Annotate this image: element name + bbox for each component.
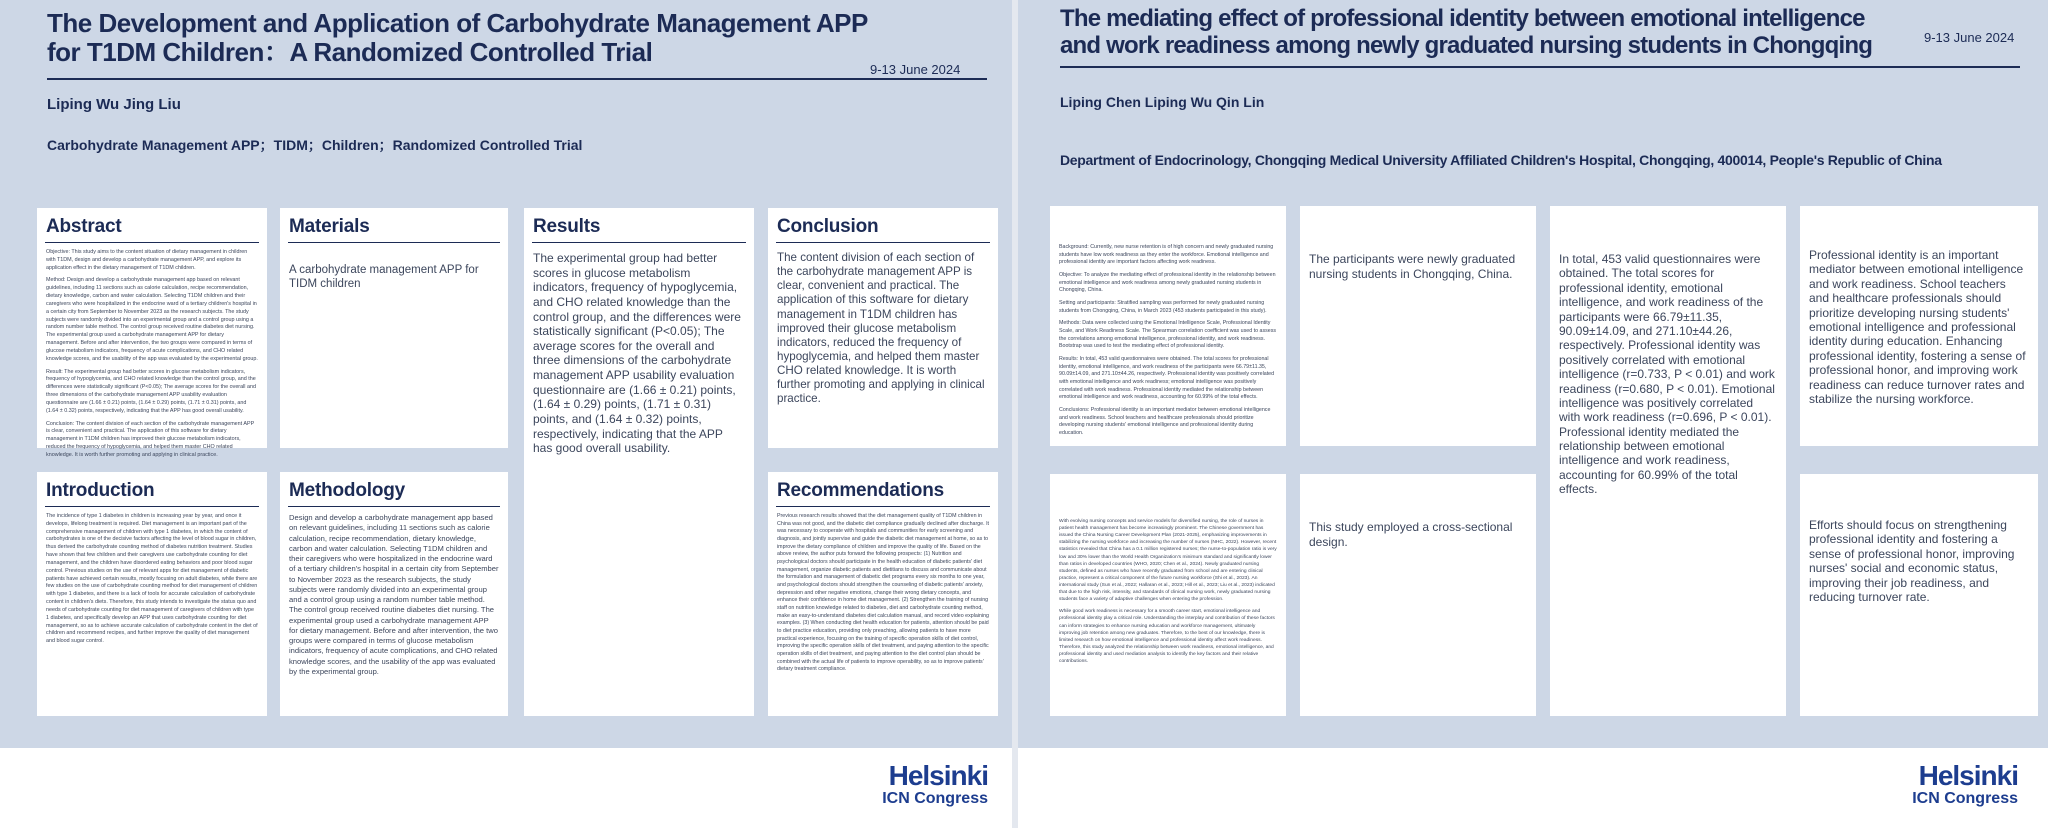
logo-line2: ICN Congress [1912,790,2018,807]
participants-body: The participants were newly graduated nursing students in Chongqing, China. [1309,252,1516,281]
results-body: The experimental group had better scores in glucose metabolism indicators, frequency of hypoglycemia, and CHO related knowledge than the control group, and the differences were statistically significant (P<0.05); The average scores for the overall and three dimensions of the carbohydrate management APP usability evaluation questionnaire are (1.66 ± 0.21) points, (1.64 ± 0.29) points, (1.71 ± 0.31) points, and (1.64 ± 0.32) points, respectively, indicating that the APP has good overall usability. [533,251,741,456]
abstract-heading: Abstract [46,216,122,237]
right-poster [1018,0,2048,828]
right-title-line2: and work readiness among newly graduated nursing students in Chongqing [1060,31,1873,59]
design-card [1300,474,1536,716]
right-background-paragraph: With evolving nursing concepts and service models for diversified nursing, the role of nurses in patient health management has become increasingly prominent. The Chinese government has issued the China Nursing Career Development Plan (2021-2025), emphasizing improvements in stabilizing the nursing workforce and increasing the number of nurses (NHC, 2022). However, recent statistics revealed that China has a 0.1 million registered nurses; the nurse-to-population ratio is very low and 30% lower than the World Health Organization's minimum standard and significantly lower than ratios in developed countries (WHO, 2020; Chen et al., 2024). Newly graduated nursing students, defined as nurses who have recently graduated from school and are entering clinical practice, represent a critical component of the future nursing workforce (Shi et al., 2023). An international study (Sun et al., 2022; Hallaran et al., 2023; Hill et al., 2023; Liu et al., 2023) indicated that due to the high risk, intensity, and standards of clinical nursing work, newly graduated nursing students face a variety of adaptive challenges when entering the profession. [1059,519,1277,603]
right-conclusion-card [1800,206,2038,446]
right-poster-authors: Liping Chen Liping Wu Qin Lin [1060,94,1265,110]
conclusion-card [768,208,998,448]
left-title-rule [47,78,987,80]
right-abstract-paragraph: Objective: To analyze the mediating effect of professional identity in the relationship between emotional intelligence and work readiness among newly graduated nursing students in Chongqing, China. [1059,272,1276,294]
right-results-body: In total, 453 valid questionnaires were obtained. The total scores for professional identity, emotional intelligence, and work readiness of the participants were 66.79±11.35, 90.09±14.09, and 271.10±44.26, respectively. Professional identity was positively correlated with emotional intelligence (r=0.733, P < 0.01) and work readiness (r=0.680, P < 0.01). Emotional intelligence was positively correlated with work readiness (r=0.696, P < 0.01). Professional identity mediated the relationship between emotional intelligence and work readiness, accounting for 60.99% of the total effects. [1559,252,1775,497]
right-abstract-paragraph: Setting and participants: Stratified sampling was performed for newly graduated nursing students from Chongqing, China, in March 2023 (453 students participated in this study). [1059,300,1267,314]
materials-card [280,208,508,448]
recommendations-card [768,472,998,716]
right-poster-date: 9-13 June 2024 [1924,30,2015,45]
right-conclusion-body: Professional identity is an important mediator between emotional intelligence and work readiness. School teachers and healthcare professionals should prioritize developing nursing students' emotional intelligence and professional identity during education. Enhancing professional identity, fostering a sense of professional honor, and improving work readiness can reduce turnover rates and stabilize the nursing workforce. [1809,248,2026,406]
right-poster-title [1060,6,1960,60]
right-background-body [1050,474,1286,676]
materials-heading: Materials [289,216,370,237]
recommendations-heading: Recommendations [777,480,944,501]
left-poster-date: 9-13 June 2024 [870,62,961,77]
introduction-body: The incidence of type 1 diabetes in children is increasing year by year, and once it develops, lifelong treatment is required. Diet management is an important part of the comprehensive management of children with type 1 diabetes, in which the content of carbohydrates is one of the decisive factors affecting the level of blood sugar in children, thus derived the carbohydrate counting method of diabetes nutrition treatment. Studies have shown that few children and their caregivers use carbohydrate counting for diet management, and the children have disordered eating behaviors and poor blood sugar control. Previous studies on the use of relevant apps for diet management of diabetic patients have achieved certain results, mostly focusing on adult diabetes, while there are few studies on the use of carbohydrate counting method for diet management of children with type 1 diabetes, and there is a lack of tools for accurate calculation of carbohydrate content in children's diets. Therefore, this study intends to investigate the status quo and needs of carbohydrate counting for diet management of caregivers of children with type 1 diabetes, and specifically develop an APP that uses carbohydrate counting for diet management, so as to achieve accurate calculation of carbohydrate content in the diet of children and recommend recipes, and further improve the quality of diet management and blood sugar control. [46,513,258,645]
left-poster-title: The Development and Application of Carbohydrate Management APP for T1DM Children：A Randomized Controlled Trial [47,8,868,68]
right-abstract-paragraph: Background: Currently, new nurse retention is of high concern and newly graduated nursing students have low work readiness as they enter the workforce. Emotional intelligence and professional identity are important factors affecting work readiness. [1059,244,1274,266]
results-heading: Results [533,216,601,237]
introduction-heading: Introduction [46,480,155,501]
results-card [524,208,754,716]
right-abstract-card [1050,206,1286,446]
methodology-card [280,472,508,716]
right-recommendation-card [1800,474,2038,716]
introduction-card [37,472,267,716]
right-poster-affiliation: Department of Endocrinology, Chongqing Medical University Affiliated Children's Hospital, Chongqing, 400014, People's Republic of China [1060,152,1942,168]
abstract-card [37,208,267,458]
abstract-paragraph: Objective: This study aims to the content situation of dietary management in children with T1DM, design and develop a carbohydrate management APP, and explore its application effect in the dietary management of T1DM children. [46,249,248,271]
right-background-card [1050,474,1286,716]
right-abstract-paragraph: Conclusions: Professional identity is an important mediator between emotional intelligence and work readiness. School teachers and healthcare professionals should prioritize developing nursing students' emotional intelligence and professional identity during education. [1059,407,1271,437]
right-abstract-paragraph: Methods: Data were collected using the Emotional Intelligence Scale, Professional Identity Scale, and Work Readiness Scale. The Spearman correlation coefficient was used to assess the correlations among emotional intelligence, professional identity, and work readiness. Bootstrap was used to test the mediating effect of professional identity. [1059,320,1276,350]
right-abstract-paragraph: Results: In total, 453 valid questionnaires were obtained. The total scores for professional identity, emotional intelligence, and work readiness of the participants were 66.79±11.35, 90.09±14.09, and 271.10±44.26, respectively. Professional identity was positively correlated with emotional intelligence and work readiness; emotional intelligence was positively correlated with work readiness. Professional identity mediated the relationship between emotional intelligence and work readiness, accounting for 60.99% of the total effects. [1059,356,1275,401]
abstract-paragraph: Method: Design and develop a carbohydrate management app based on relevant guidelines, including 11 sections such as calorie calculation, recipe recommendation, dietary knowledge, carbon and water calculation. Selecting T1DM children and their caregivers who were hospitalized in the endocrine ward of a tertiary children's hospital in a certain city from September to November 2023 as the research subjects. The study subjects were randomly divided into an experimental group and a control group using a random number table method. The control group received routine diabetes diet nursing. The experimental group used a carbohydrate management APP for dietary management. Before and after intervention, the two groups were compared in terms of glucose metabolism indicators, frequency of acute complications, and CHO related knowledge scores, and the usability of the app was evaluated by the experimental group. [46,277,258,362]
methodology-heading: Methodology [289,480,406,501]
right-abstract-body [1050,206,1286,449]
abstract-body [37,243,267,471]
left-congress-logo [880,762,988,808]
right-background-paragraph: While good work readiness is necessary for a smooth career start, emotional intelligence and professional identity play a critical role. Understanding the interplay and contribution of these factors can inform strategies to enhance nursing education and workforce management, ultimately improving job retention among new graduates. Therefore, to the best of our knowledge, there is limited research on how emotional intelligence and professional identity affect work readiness. Therefore, this study analyzed the relationship between work readiness, emotional intelligence, and professional identity and used mediation analysis to identify the key factors and their relative contributions. [1059,609,1275,665]
design-body: This study employed a cross-sectional design. [1309,520,1513,549]
left-poster-keywords: Carbohydrate Management APP；TIDM；Children；Randomized Controlled Trial [47,137,583,153]
logo-line1: Helsinki [1918,760,2018,791]
abstract-paragraph: Result: The experimental group had better scores in glucose metabolism indicators, frequency of hypoglycemia, and CHO related knowledge than the control group, and the differences were statistically significant (P<0.05); The average scores for the overall and three dimensions of the carbohydrate management APP usability evaluation questionnaire are (1.66 ± 0.21) points, (1.64 ± 0.29) points, (1.71 ± 0.31) points, and (1.64 ± 0.32) points, respectively, indicating that the APP has good overall usability. [46,368,256,414]
right-results-card [1550,206,1786,716]
abstract-paragraph: Conclusion: The content division of each section of the carbohydrate management APP is clear, convenient and practical. The application of this software for dietary management in T1DM children has improved their glucose metabolism indicators, reduced the frequency of hypoglycemia, and helped them master CHO related knowledge. It is worth further promoting and applying in clinical practice. [46,420,255,458]
right-congress-logo [1910,762,2018,808]
conclusion-body: The content division of each section of the carbohydrate management APP is clear, convenient and practical. The application of this software for dietary management in T1DM children has improved their glucose metabolism indicators, reduced the frequency of hypoglycemia, and helped them master CHO related knowledge. It is worth further promoting and applying in clinical practice. [777,251,985,406]
materials-body: A carbohydrate management APP for TIDM children [289,264,479,291]
right-poster-footer [1018,748,2048,828]
recommendations-body: Previous research results showed that the diet management quality of T1DM children in China was not good, and the diabetic diet compliance gradually declined after discharge. It was necessary to cooperate with hospitals and communities for early screening and diagnosis, and jointly supervise and guide the diabetic diet management at home, so as to improve the dietary compliance of children and improve the quality of life. Based on the above review, the author puts forward the following prospects: (1) Nutrition and psychological doctors should participate in the health education of diabetic patients' diet management, organize diabetic patients and dietitians to discuss and communicate about the formulation and management of diabetic diet programs every six months to one year, and psychological doctors should strengthen the counseling of diabetic patients' anxiety, depression and other negative emotions, change their wrong dietary concepts, and enhance their confidence in home diet management. (2) Strengthen the training of nursing staff on nutrition knowledge related to diabetes, diet and carbohydrate counting method, make an easy-to-understand diabetes diet calculation manual, and record video explaining examples. (3) When conducting diet health education for patients, attention should be paid to diet practice education, providing only preaching, allowing patients to have more practical experience, focusing on the training of specific operation skills of diet control, improving the specific operation skills of diet treatment, and paying attention to the specific operation skills of diet treatment, and paying attention to the diet control plan should be combined with the actual life of patients to improve operability, so as to improve patients' dietary treatment compliance. [777,513,990,673]
logo-line2: ICN Congress [882,790,988,807]
left-poster [0,0,1012,828]
participants-card [1300,206,1536,446]
right-recommendation-body: Efforts should focus on strengthening professional identity and fostering a sense of professional honor, improving nurses' social and economic status, improving their job readiness, and reducing turnover rate. [1809,518,2015,604]
left-poster-footer [0,748,1012,828]
conclusion-heading: Conclusion [777,216,879,237]
right-title-line1: The mediating effect of professional identity between emotional intelligence [1060,5,1865,32]
left-poster-authors: Liping Wu Jing Liu [47,96,181,113]
right-title-rule [1060,66,2020,68]
methodology-body: Design and develop a carbohydrate management app based on relevant guidelines, including 11 sections such as calorie calculation, recipe recommendation, dietary knowledge, carbon and water calculation. Selecting T1DM children and their caregivers who were hospitalized in the endocrine ward of a tertiary children's hospital in a certain city from September to November 2023 as the research subjects, the study subjects were randomly divided into an experimental group and a control group using a random number table method. The control group received routine diabetes diet nursing. The experimental group used a carbohydrate management APP for dietary management. Before and after intervention, the two groups were compared in terms of glucose metabolism indicators, frequency of acute complications, and CHO related knowledge scores, and the usability of the app was evaluated by the experimental group. [289,513,499,676]
logo-line1: Helsinki [888,760,988,791]
